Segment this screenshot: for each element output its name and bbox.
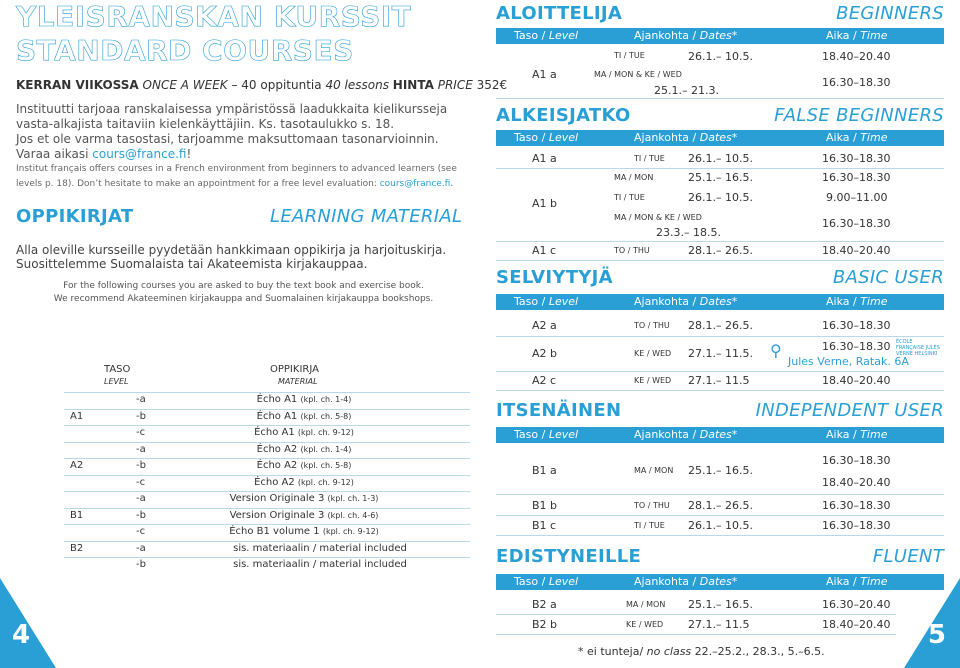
table-row: B2 -a sis. materiaalin / material included: [64, 541, 470, 558]
table-header-bar: Taso / Level Ajankohta / Dates* Aika / Time: [496, 294, 944, 310]
intro-fi-paragraph: Instituutti tarjoaa ranskalaisessa ympäristössä laadukkaita kielikursseja vasta-alkajista taitaviin kielenkäyttäjiin. Ks. tasotaulukko s. 18. Jos et ole varma tasostasi, tarjoamme maksuttomaan tasonarvioinnin. Varaa aikasi cours@france.fi!: [16, 102, 448, 161]
col-level: LEVEL: [104, 377, 129, 386]
edistyneille-heading: EDISTYNEILLE: [496, 546, 642, 567]
oppikirjat-heading: OPPIKIRJAT: [16, 206, 134, 227]
fluent-heading: FLUENT: [872, 546, 944, 567]
footnote: * ei tunteja/ no class 22.–25.2., 28.3., 5.–6.5.: [578, 645, 825, 658]
schedule-row: A2 b KE / WED 27.1.– 11.5. 16.30–18.30 ⚲ Jules Verne, Ratak. 6A ÉCOLE FRANÇAISE JULES VERNE HELSINKI: [496, 337, 944, 372]
table-row: -c Écho B1 volume 1 (kpl. ch. 9-12): [64, 524, 470, 541]
table-header-bar: Taso / Level Ajankohta / Dates* Aika / Time: [496, 427, 944, 443]
table-row: -c Écho A2 (kpl. ch. 9-12): [64, 475, 470, 492]
false-beginners-heading: FALSE BEGINNERS: [774, 105, 944, 126]
schedule-row: A2 c KE / WED 27.1.– 11.5 18.40–20.40: [496, 372, 944, 391]
table-row: B1 -b Version Originale 3 (kpl. ch. 4-6): [64, 508, 470, 525]
email-link-2[interactable]: cours@france.fi: [379, 179, 451, 189]
table-row: -a Version Originale 3 (kpl. ch. 1-3): [64, 491, 470, 508]
course-intro-line: KERRAN VIIKOSSA ONCE A WEEK – 40 oppituntia 40 lessons HINTA PRICE 352€: [16, 78, 508, 92]
location-pin-icon: ⚲: [770, 341, 782, 360]
page-number-right: 5: [927, 620, 946, 650]
alkeisjatko-heading: ALKEISJATKO: [496, 105, 631, 126]
table-row: -a Écho A2 (kpl. ch. 1-4): [64, 442, 470, 459]
aloittelija-heading: ALOITTELIJA: [496, 3, 623, 24]
schedule-row: B1 c TI / TUE 26.1.– 10.5. 16.30–18.30: [496, 517, 944, 536]
schedule-row: A2 a TO / THU 28.1.– 26.5. 16.30–18.30: [496, 316, 944, 337]
table-header-bar: Taso / Level Ajankohta / Dates* Aika / Time: [496, 28, 944, 44]
table-header-bar: Taso / Level Ajankohta / Dates* Aika / Time: [496, 130, 944, 146]
table-row: A1 -b Écho A1 (kpl. ch. 5-8): [64, 409, 470, 426]
schedule-row: B2 b KE / WED 27.1.– 11.5 18.40–20.40: [496, 616, 896, 635]
location-text: Jules Verne, Ratak. 6A: [788, 355, 909, 368]
col-material: MATERIAL: [278, 377, 318, 386]
schedule-row: B1 b TO / THU 28.1.– 26.5. 16.30–18.30: [496, 497, 944, 516]
table-header-bar: Taso / Level Ajankohta / Dates* Aika / Time: [496, 574, 944, 590]
itsenainen-heading: ITSENÄINEN: [496, 400, 622, 421]
table-row: -b sis. materiaalin / material included: [64, 557, 470, 574]
schedule-row: B2 a MA / MON 25.1.– 16.5. 16.30–20.40: [496, 596, 896, 615]
email-link[interactable]: cours@france.fi: [92, 147, 187, 161]
school-logo: ÉCOLE FRANÇAISE JULES VERNE HELSINKI: [896, 339, 940, 357]
schedule-row: A1 c TO / THU 28.1.– 26.5. 18.40–20.40: [496, 242, 944, 261]
selviytyja-heading: SELVIYTYJÄ: [496, 267, 613, 288]
table-row: A2 -b Écho A2 (kpl. ch. 5-8): [64, 458, 470, 475]
col-taso: TASO: [104, 364, 131, 375]
table-row: -a Écho A1 (kpl. ch. 1-4): [64, 392, 470, 409]
schedule-row: B1 a MA / MON 25.1.– 16.5. 16.30–18.30 18.40–20.40: [496, 450, 944, 495]
book-note-en: For the following courses you are asked to buy the text book and exercise book. We recommend Akateeminen kirjakauppa and Suomalainen kirjakauppa bookshops.: [53, 281, 434, 304]
col-oppikirja: OPPIKIRJA: [270, 364, 319, 375]
title-fi: YLEISRANSKAN KURSSIT: [16, 0, 412, 33]
independent-user-heading: INDEPENDENT USER: [755, 400, 944, 421]
page-number-left: 4: [12, 620, 31, 650]
title-en: STANDARD COURSES: [16, 34, 354, 67]
schedule-row: A1 a TI / TUE 26.1.– 10.5. 18.40–20.40 MA / MON & KE / WED 25.1.– 21.3. 16.30–18.30: [496, 48, 944, 99]
book-note-fi: Alla oleville kursseille pyydetään hankkimaan oppikirja ja harjoituskirja. Suosittelemme Suomalaista tai Akateemista kirjakauppaa.: [16, 243, 447, 271]
basic-user-heading: BASIC USER: [832, 267, 944, 288]
table-row: -c Écho A1 (kpl. ch. 9-12): [64, 425, 470, 442]
schedule-row: A1 b MA / MON 25.1.– 16.5. 16.30–18.30 TI / TUE 26.1.– 10.5. 9.00–11.00 MA / MON & KE / WED 23.3.– 18.5. 16.30–18.30: [496, 169, 944, 242]
beginners-heading: BEGINNERS: [836, 3, 944, 24]
learning-material-heading: LEARNING MATERIAL: [270, 206, 463, 227]
schedule-row: A1 a TI / TUE 26.1.– 10.5. 16.30–18.30: [496, 150, 944, 169]
intro-en-paragraph: Institut français offers courses in a French environment from beginners to advanced learners (see levels p. 18). Don’t hesitate to make an appointment for a free level evaluation: cours@france.fi.: [16, 164, 457, 189]
